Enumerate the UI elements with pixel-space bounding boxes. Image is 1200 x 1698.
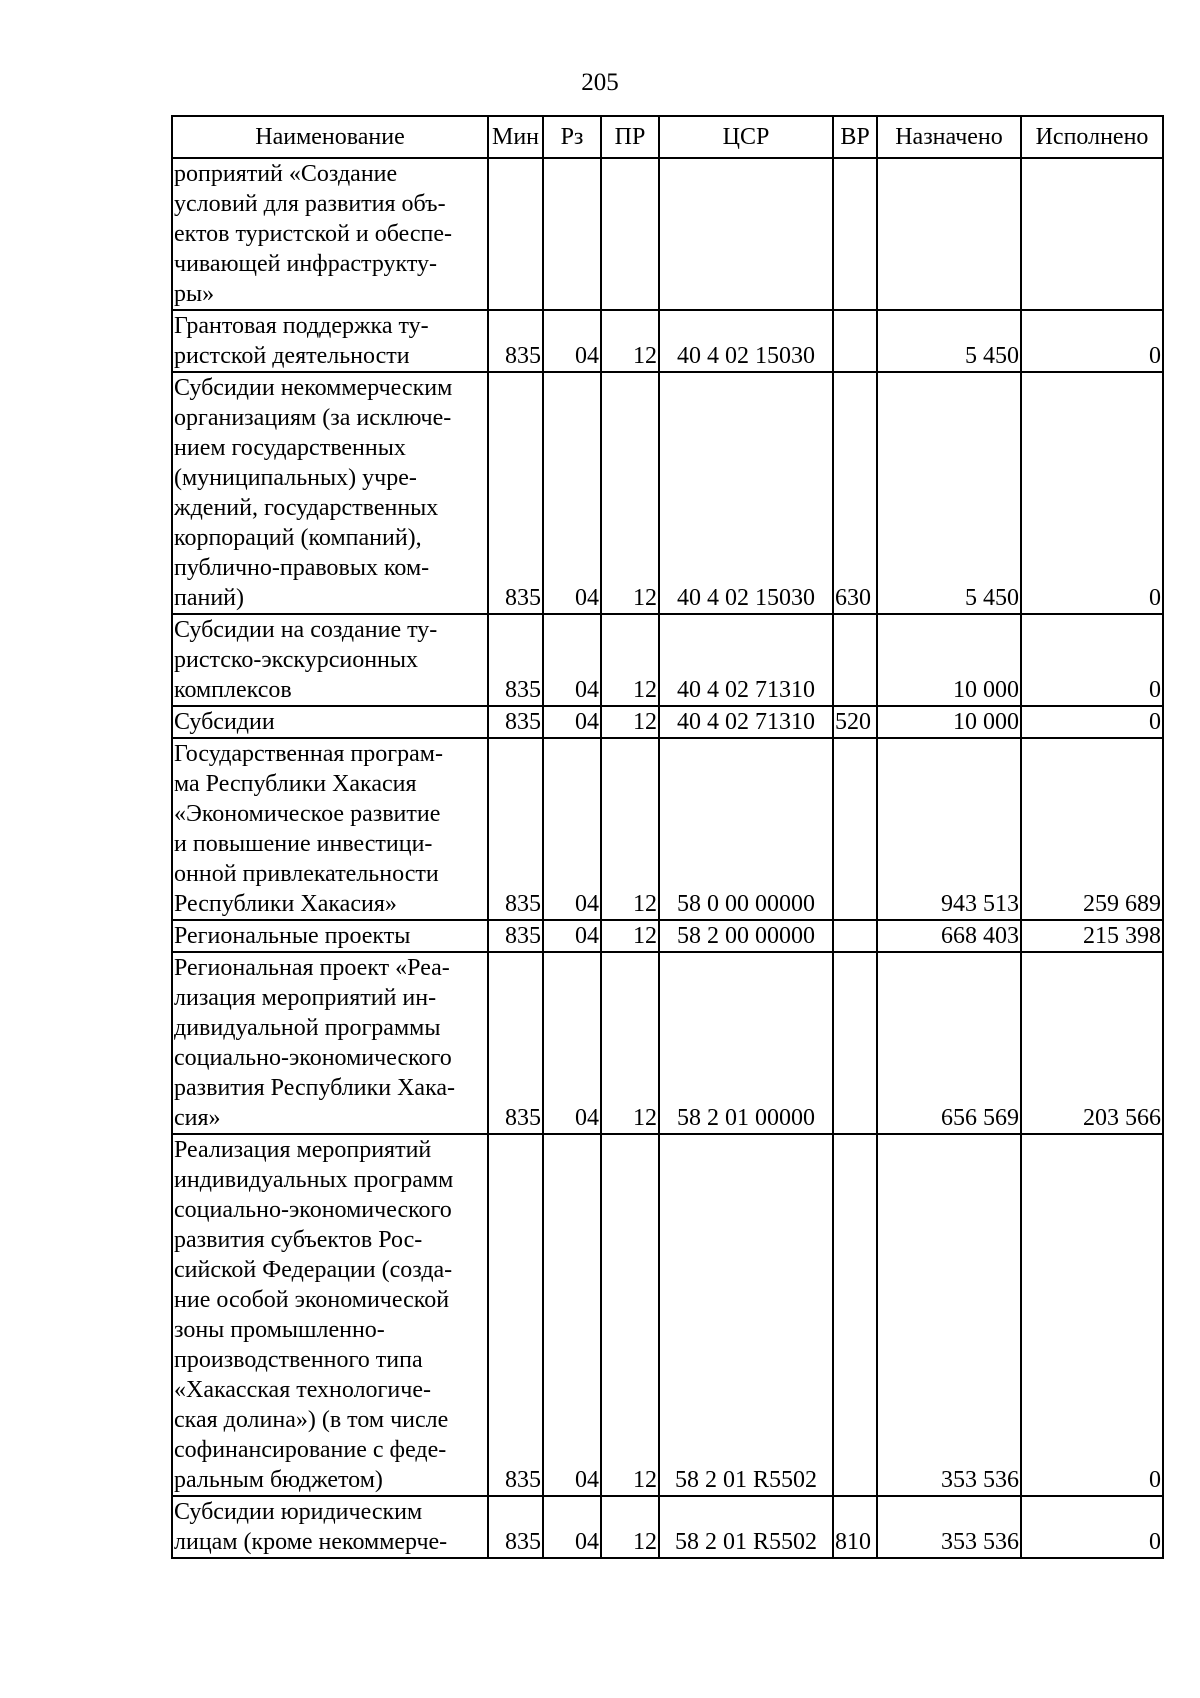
table-row	[172, 952, 1163, 1134]
cell-min: 835	[488, 952, 543, 1134]
table-header-row	[172, 116, 1163, 158]
cell-rz: 04	[543, 1496, 601, 1558]
cell-rz: 04	[543, 614, 601, 706]
cell-pr: 12	[601, 738, 659, 920]
budget-table	[171, 115, 1164, 1559]
cell-rz: 04	[543, 310, 601, 372]
cell-name: Субсидии юридическим лицам (кроме некоммерче-	[172, 1496, 488, 1558]
cell-csr: 40 4 02 71310	[659, 614, 833, 706]
cell-vr	[833, 920, 877, 952]
table-row	[172, 920, 1163, 952]
column-header-min: Мин	[488, 116, 543, 158]
cell-csr: 58 2 01 R5502	[659, 1496, 833, 1558]
cell-csr	[659, 158, 833, 310]
table-row	[172, 1496, 1163, 1558]
cell-rz: 04	[543, 738, 601, 920]
cell-name: Реализация мероприятий индивидуальных программ социально-экономического развития субъектов Рос- сийской Федерации (созда- ние особой экономической зоны промышленно- производственного типа «Хакасская технологиче- ская долина») (в том числе софинансирование с феде- ральным бюджетом)	[172, 1134, 488, 1496]
table-body	[172, 158, 1163, 1558]
cell-pr: 12	[601, 920, 659, 952]
cell-executed	[1021, 158, 1163, 310]
cell-name: Субсидии на создание ту- ристско-экскурсионных комплексов	[172, 614, 488, 706]
column-header-rz: Рз	[543, 116, 601, 158]
cell-vr	[833, 952, 877, 1134]
cell-name: роприятий «Создание условий для развития объ- ектов туристской и обеспе- чивающей инфраструкту- ры»	[172, 158, 488, 310]
cell-executed: 259 689	[1021, 738, 1163, 920]
cell-pr: 12	[601, 372, 659, 614]
cell-rz	[543, 158, 601, 310]
cell-csr: 58 2 01 R5502	[659, 1134, 833, 1496]
cell-min: 835	[488, 1134, 543, 1496]
column-header-executed: Исполнено	[1021, 116, 1163, 158]
cell-assigned: 353 536	[877, 1496, 1021, 1558]
cell-name: Государственная програм- ма Республики Хакасия «Экономическое развитие и повышение инвестици- онной привлекательности Республики Хакасия»	[172, 738, 488, 920]
cell-name: Региональная проект «Реа- лизация мероприятий ин- дивидуальной программы социально-экономического развития Республики Хака- сия»	[172, 952, 488, 1134]
cell-assigned: 5 450	[877, 310, 1021, 372]
cell-pr: 12	[601, 952, 659, 1134]
cell-pr: 12	[601, 1496, 659, 1558]
cell-assigned	[877, 158, 1021, 310]
cell-min: 835	[488, 738, 543, 920]
table-row	[172, 738, 1163, 920]
cell-rz: 04	[543, 372, 601, 614]
cell-name: Субсидии	[172, 706, 488, 738]
column-header-csr: ЦСР	[659, 116, 833, 158]
table-row	[172, 706, 1163, 738]
cell-min: 835	[488, 372, 543, 614]
column-header-vr: ВР	[833, 116, 877, 158]
cell-csr: 40 4 02 15030	[659, 372, 833, 614]
column-header-name: Наименование	[172, 116, 488, 158]
cell-pr: 12	[601, 614, 659, 706]
cell-min: 835	[488, 1496, 543, 1558]
cell-executed: 0	[1021, 706, 1163, 738]
cell-vr	[833, 1134, 877, 1496]
cell-assigned: 668 403	[877, 920, 1021, 952]
cell-min: 835	[488, 614, 543, 706]
cell-name: Субсидии некоммерческим организациям (за исключе- нием государственных (муниципальных) учре- ждений, государственных корпораций (компаний), публично-правовых ком- паний)	[172, 372, 488, 614]
cell-assigned: 353 536	[877, 1134, 1021, 1496]
cell-assigned: 10 000	[877, 614, 1021, 706]
cell-vr	[833, 738, 877, 920]
cell-pr: 12	[601, 310, 659, 372]
table-row	[172, 372, 1163, 614]
cell-executed: 0	[1021, 1134, 1163, 1496]
cell-csr: 40 4 02 71310	[659, 706, 833, 738]
page-number: 205	[581, 69, 619, 96]
cell-csr: 58 2 00 00000	[659, 920, 833, 952]
cell-min: 835	[488, 706, 543, 738]
cell-csr: 58 0 00 00000	[659, 738, 833, 920]
cell-executed: 0	[1021, 310, 1163, 372]
cell-vr	[833, 614, 877, 706]
cell-vr: 520	[833, 706, 877, 738]
cell-vr	[833, 310, 877, 372]
cell-assigned: 5 450	[877, 372, 1021, 614]
cell-executed: 0	[1021, 1496, 1163, 1558]
cell-name: Региональные проекты	[172, 920, 488, 952]
table-row	[172, 614, 1163, 706]
table-row	[172, 1134, 1163, 1496]
cell-vr: 810	[833, 1496, 877, 1558]
cell-min	[488, 158, 543, 310]
cell-rz: 04	[543, 920, 601, 952]
cell-min: 835	[488, 310, 543, 372]
cell-pr: 12	[601, 1134, 659, 1496]
cell-vr	[833, 158, 877, 310]
column-header-pr: ПР	[601, 116, 659, 158]
cell-min: 835	[488, 920, 543, 952]
cell-rz: 04	[543, 952, 601, 1134]
cell-executed: 215 398	[1021, 920, 1163, 952]
cell-assigned: 10 000	[877, 706, 1021, 738]
column-header-assigned: Назначено	[877, 116, 1021, 158]
cell-pr	[601, 158, 659, 310]
cell-vr: 630	[833, 372, 877, 614]
cell-executed: 0	[1021, 614, 1163, 706]
cell-pr: 12	[601, 706, 659, 738]
table-row	[172, 310, 1163, 372]
cell-rz: 04	[543, 1134, 601, 1496]
cell-executed: 0	[1021, 372, 1163, 614]
table-row	[172, 158, 1163, 310]
cell-rz: 04	[543, 706, 601, 738]
cell-assigned: 656 569	[877, 952, 1021, 1134]
cell-csr: 40 4 02 15030	[659, 310, 833, 372]
cell-csr: 58 2 01 00000	[659, 952, 833, 1134]
cell-executed: 203 566	[1021, 952, 1163, 1134]
cell-assigned: 943 513	[877, 738, 1021, 920]
cell-name: Грантовая поддержка ту- ристской деятельности	[172, 310, 488, 372]
